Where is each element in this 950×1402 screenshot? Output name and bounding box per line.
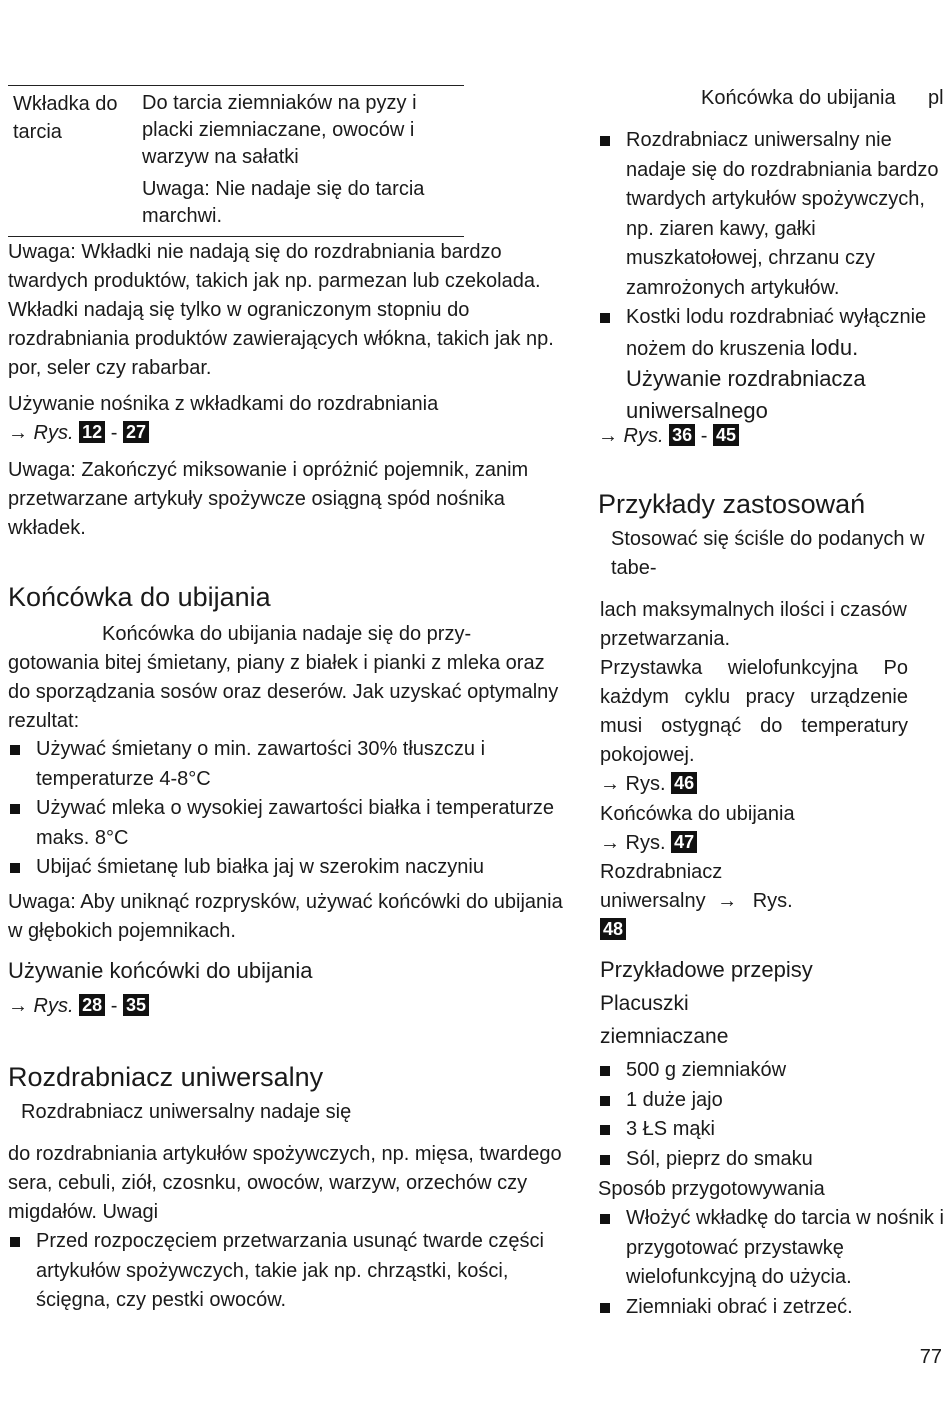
figure-badge-48: 48 <box>600 918 626 940</box>
list-item: Ziemniaki obrać i zetrzeć. <box>598 1293 944 1323</box>
figure-badge-47: 47 <box>671 831 697 853</box>
chopper-warnings-list <box>598 126 944 427</box>
list-item: Przed rozpoczęciem przetwarzania usunąć twarde części artykułów spożywczych, takie jak np. chrząstki, kości, ścięgna, czy pestki owoców. <box>8 1227 568 1316</box>
rys-label: Rys. <box>752 890 793 912</box>
figure-badge-45: 45 <box>713 424 739 446</box>
chopper-intro-line1: Rozdrabniacz uniwersalny nadaje się <box>21 1101 352 1123</box>
list-item: 1 duże jajo <box>598 1086 944 1116</box>
rys-prefix: → <box>717 890 738 912</box>
rys-ref-28-35 <box>8 992 568 1021</box>
table-desc-text: Do tarcia ziemniaków na pyzy i placki ziemniaczane, owoców i warzyw na sałatki <box>142 92 417 168</box>
note-splash: Uwaga: Aby uniknąć rozprysków, używać końcówki do ubijania w głębokich pojemnikach. <box>8 891 563 942</box>
figure-badge-35: 35 <box>123 994 149 1016</box>
method-list <box>598 1204 944 1322</box>
chopper-heading: Rozdrabniacz uniwersalny <box>8 1062 324 1092</box>
list-item: Rozdrabniacz uniwersalny nie nadaje się do rozdrabniania bardzo twardych artykułów spożywczych, np. ziaren kawy, gałki muszkatołowej, chrzanu czy zamrożonych artykułów. <box>598 126 944 303</box>
examples-intro-line1: Stosować się ściśle do podanych w tabe- <box>611 528 925 579</box>
list-item: Używać mleka o wysokiej zawartości białka i temperaturze maks. 8°C <box>8 794 568 853</box>
recipe-title-line1: Placuszki <box>600 992 689 1015</box>
chopper-label-line1: Rozdrabniacz <box>600 861 723 883</box>
recipe-title-line2: ziemniaczane <box>600 1025 729 1048</box>
rys-prefix: → Rys. <box>8 422 74 444</box>
rys-ref-47 <box>600 829 908 858</box>
rys-prefix: → Rys. <box>598 425 664 447</box>
rys-prefix: → Rys. <box>8 995 74 1017</box>
usage-chopper-title-2: uniwersalnego <box>626 397 768 423</box>
method-title: Sposób przygotowywania <box>598 1178 825 1200</box>
list-item: Włożyć wkładkę do tarcia w nośnik i przygotować przystawkę wielofunkcyjną do użycia. <box>598 1204 944 1293</box>
table-label <box>13 90 131 146</box>
list-item: Sól, pieprz do smaku <box>598 1145 944 1175</box>
examples-heading: Przykłady zastosowań <box>598 489 866 519</box>
figure-badge-12: 12 <box>79 421 105 443</box>
header-section: Końcówka do ubijania <box>701 87 896 109</box>
chopper-notes-list <box>8 1227 568 1316</box>
recipes-heading: Przykładowe przepisy <box>600 957 813 982</box>
whisk-intro-rest: gotowania bitej śmietany, piany z białek i pianki z mleka oraz do sporządzania sosów oraz deserów. Jak uzyskać optymalny rezultat: <box>8 652 559 732</box>
whisk-label: Końcówka do ubijania <box>600 803 795 825</box>
list-item: 500 g ziemniaków <box>598 1056 944 1086</box>
usage-carrier-title: Używanie nośnika z wkładkami do rozdrabniania <box>8 393 439 415</box>
multi-tool-note: Przystawka wielofunkcyjna Po każdym cyklu pracy urządzenie musi ostygnąć do temperatury pokojowej. <box>600 657 908 766</box>
usage-whisk-title: Używanie końcówki do ubijania <box>8 958 313 983</box>
whisk-heading: Końcówka do ubijania <box>8 582 271 612</box>
rys-ref-12-27 <box>8 419 568 448</box>
figure-badge-36: 36 <box>669 424 695 446</box>
usage-chopper-title: Używanie rozdrabniacza <box>626 366 866 391</box>
ingredients-list <box>598 1056 944 1174</box>
table-note-text: Uwaga: Nie nadaje się do tarcia marchwi. <box>142 178 425 227</box>
examples-intro-rest: lach maksymalnych ilości i czasów przetwarzania. <box>600 599 907 650</box>
whisk-tips-list <box>8 735 568 883</box>
note-inserts: Uwaga: Wkładki nie nadają się do rozdrabniania bardzo twardych produktów, takich jak np. parmezan lub czekolada. Wkładki nadają się tylko w ograniczonym stopniu do rozdrabniania produktów zawierających włókna, takich jak np. por, seler czy rabarbar. <box>8 241 554 379</box>
list-item: Używać śmietany o min. zawartości 30% tłuszczu i temperaturze 4-8°C <box>8 735 568 794</box>
note-stop-mixing: Uwaga: Zakończyć miksowanie i opróżnić pojemnik, zanim przetwarzane artykuły spożywcze osiągną spód nośnika wkładek. <box>8 459 529 539</box>
table-top-rule <box>8 85 464 86</box>
list-item: Ubijać śmietanę lub białka jaj w szerokim naczyniu <box>8 853 568 883</box>
figure-badge-27: 27 <box>123 421 149 443</box>
running-header <box>701 84 946 113</box>
table-description <box>142 90 464 230</box>
rys-sep: - <box>110 995 118 1017</box>
list-item <box>598 303 944 427</box>
rys-ref-48 <box>600 916 908 945</box>
list-item-text-tail: lodu. <box>810 334 859 360</box>
list-item-text: Kostki lodu rozdrabniać wyłącznie nożem do kruszenia <box>626 306 927 360</box>
figure-badge-28: 28 <box>79 994 105 1016</box>
rys-prefix: → Rys. <box>600 773 666 795</box>
rys-sep: - <box>110 422 118 444</box>
chopper-label-line2 <box>600 887 908 916</box>
table-label-text: Wkładka do tarcia <box>13 93 118 143</box>
rys-ref-36-45 <box>598 422 944 451</box>
rys-ref-46 <box>600 770 908 799</box>
page-number: 77 <box>919 1346 942 1368</box>
chopper-intro-rest: do rozdrabniania artykułów spożywczych, np. mięsa, twardego sera, cebuli, ziół, czosnku, owoców, warzyw, orzechów czy migdałów. Uwagi <box>8 1143 562 1223</box>
chopper-label-text: uniwersalny <box>600 890 706 912</box>
rys-prefix: → Rys. <box>600 832 666 854</box>
table-bottom-rule <box>8 236 464 237</box>
figure-badge-46: 46 <box>671 772 697 794</box>
header-lang: pl <box>928 87 944 109</box>
whisk-intro-line1: Końcówka do ubijania nadaje się do przy- <box>102 623 472 645</box>
list-item: 3 ŁS mąki <box>598 1115 944 1145</box>
rys-sep: - <box>700 425 708 447</box>
